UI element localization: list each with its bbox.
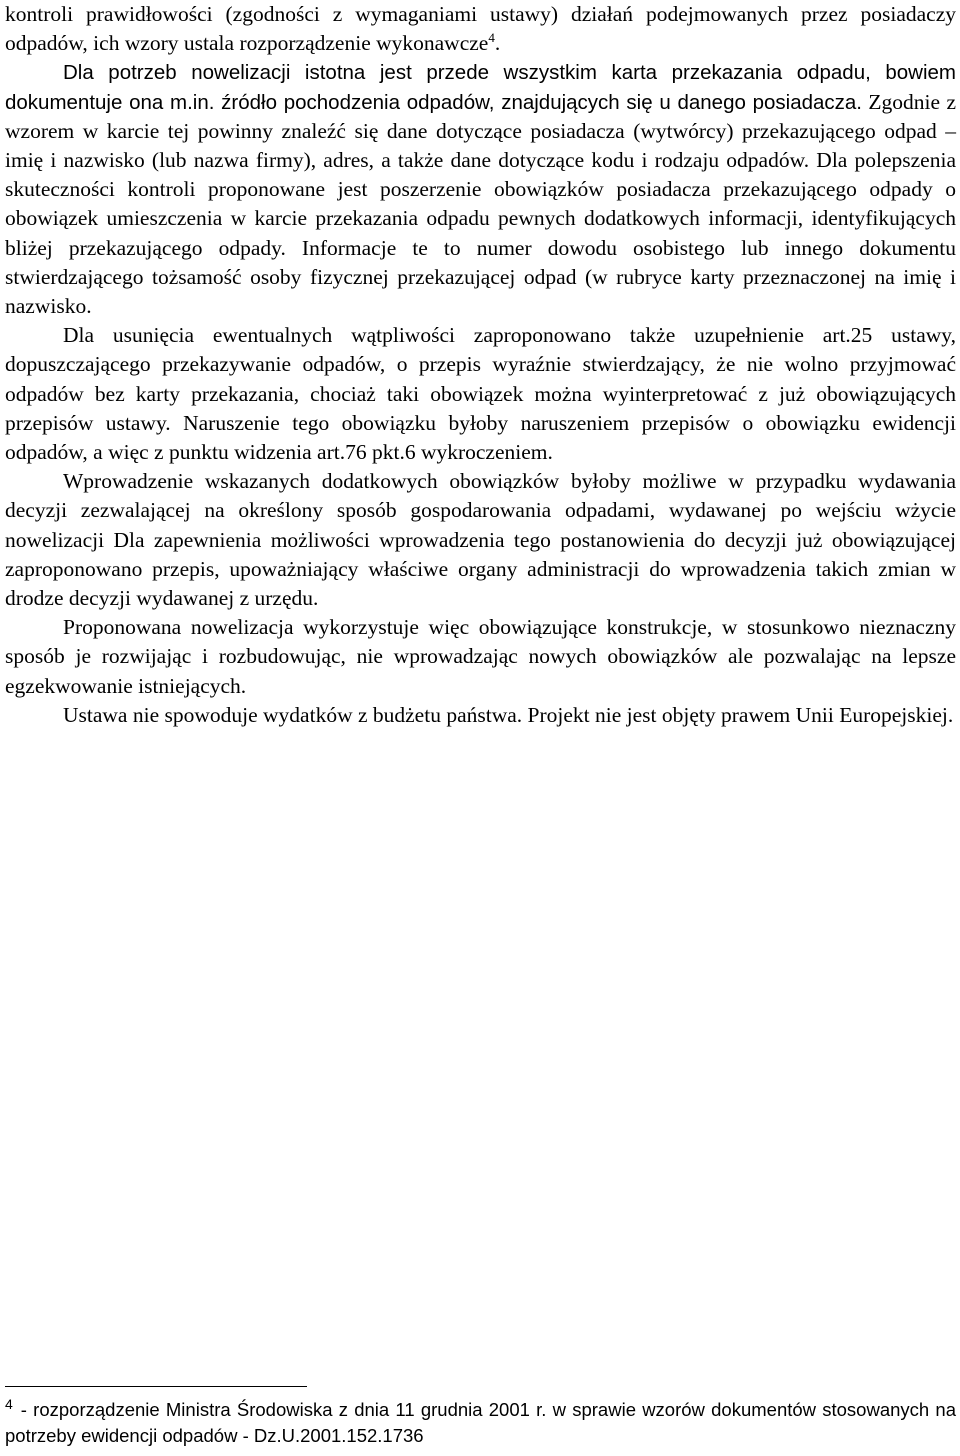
paragraph-6: Ustawa nie spowoduje wydatków z budżetu państwa. Projekt nie jest objęty prawem Unii Europejskiej. — [63, 702, 954, 727]
paragraph-1 — [5, 0, 956, 58]
paragraph-2-start: Dla potrzeb nowelizacji istotna jest przede wszystkim karta przekazania odpadu, bowiem dokumentuje ona m.in. źródło pochodzenia odpadów, znajdujących się u danego posiadacza. — [5, 61, 956, 114]
footnote-text: - rozporządzenie Ministra Środowiska z dnia 11 grudnia 2001 r. w sprawie wzorów dokumentów stosowanych na potrzeby ewidencji odpadów - Dz.U.2001.152.1736 — [5, 1399, 956, 1446]
paragraph-1-text: kontroli prawidłowości (zgodności z wymaganiami ustawy) działań podejmowanych przez posiadaczy odpadów, ich wzory ustala rozporządzenie wykonawcze — [5, 2, 956, 56]
paragraph-3: Dla usunięcia ewentualnych wątpliwości zaproponowano także uzupełnienie art.25 ustawy, dopuszczającego przekazywanie odpadów, o przepis wyraźnie stwierdzający, że nie wolno przyjmować odpadów bez karty przekazania, chociaż taki obowiązek można wyinterpretować z już obowiązujących przepisów ustawy. Naruszenie tego obowiązku byłoby naruszeniem przepisów o obowiązku ewidencji odpadów, a więc z punktu widzenia art.76 pkt.6 wykroczeniem. — [5, 323, 956, 465]
paragraph-2-rest: Zgodnie z wzorem w karcie tej powinny znaleźć się dane dotyczące posiadacza (wytwórcy) przekazującego odpad – imię i nazwisko (lub nazwa firmy), adres, a także dane dotyczące kodu i rodzaju odpadów. Dla polepszenia skuteczności kontroli proponowane jest poszerzenie obowiązków posiadacza przekazującego odpady o obowiązek umieszczenia w karcie przekazania odpadu pewnych dodatkowych informacji, identyfikujących bliżej przekazującego odpady. Informacje te to numer dowodu osobistego lub innego dokumentu stwierdzającego tożsamość osoby fizycznej przekazującej odpad (w rubryce karty przeznaczonej na imię i nazwisko. — [5, 89, 956, 319]
document-page — [5, 0, 956, 730]
paragraph-5: Proponowana nowelizacja wykorzystuje więc obowiązujące konstrukcje, w stosunkowo nieznaczny sposób je rozwijając i rozbudowując, nie wprowadzając nowych obowiązków ale pozwalając na lepsze egzekwowanie istniejących. — [5, 615, 956, 698]
footnote-mark: 4 — [5, 1395, 13, 1412]
footnote — [5, 1397, 956, 1449]
footnote-reference: 4 — [488, 30, 495, 46]
paragraph-2 — [5, 58, 956, 321]
paragraph-4: Wprowadzenie wskazanych dodatkowych obowiązków byłoby możliwe w przypadku wydawania decyzji zezwalającej na określony sposób gospodarowania odpadami, wydawanej po wejściu wżycie nowelizacji Dla zapewnienia możliwości wprowadzenia tego postanowienia do decyzji już obowiązującej zaproponowano przepis, upoważniający właściwe organy administracji do wprowadzenia takich zmian w drodze decyzji wydawanej z urzędu. — [5, 469, 956, 611]
document-body — [5, 0, 956, 730]
paragraph-1-end: . — [494, 31, 501, 56]
footnote-separator — [5, 1386, 307, 1387]
